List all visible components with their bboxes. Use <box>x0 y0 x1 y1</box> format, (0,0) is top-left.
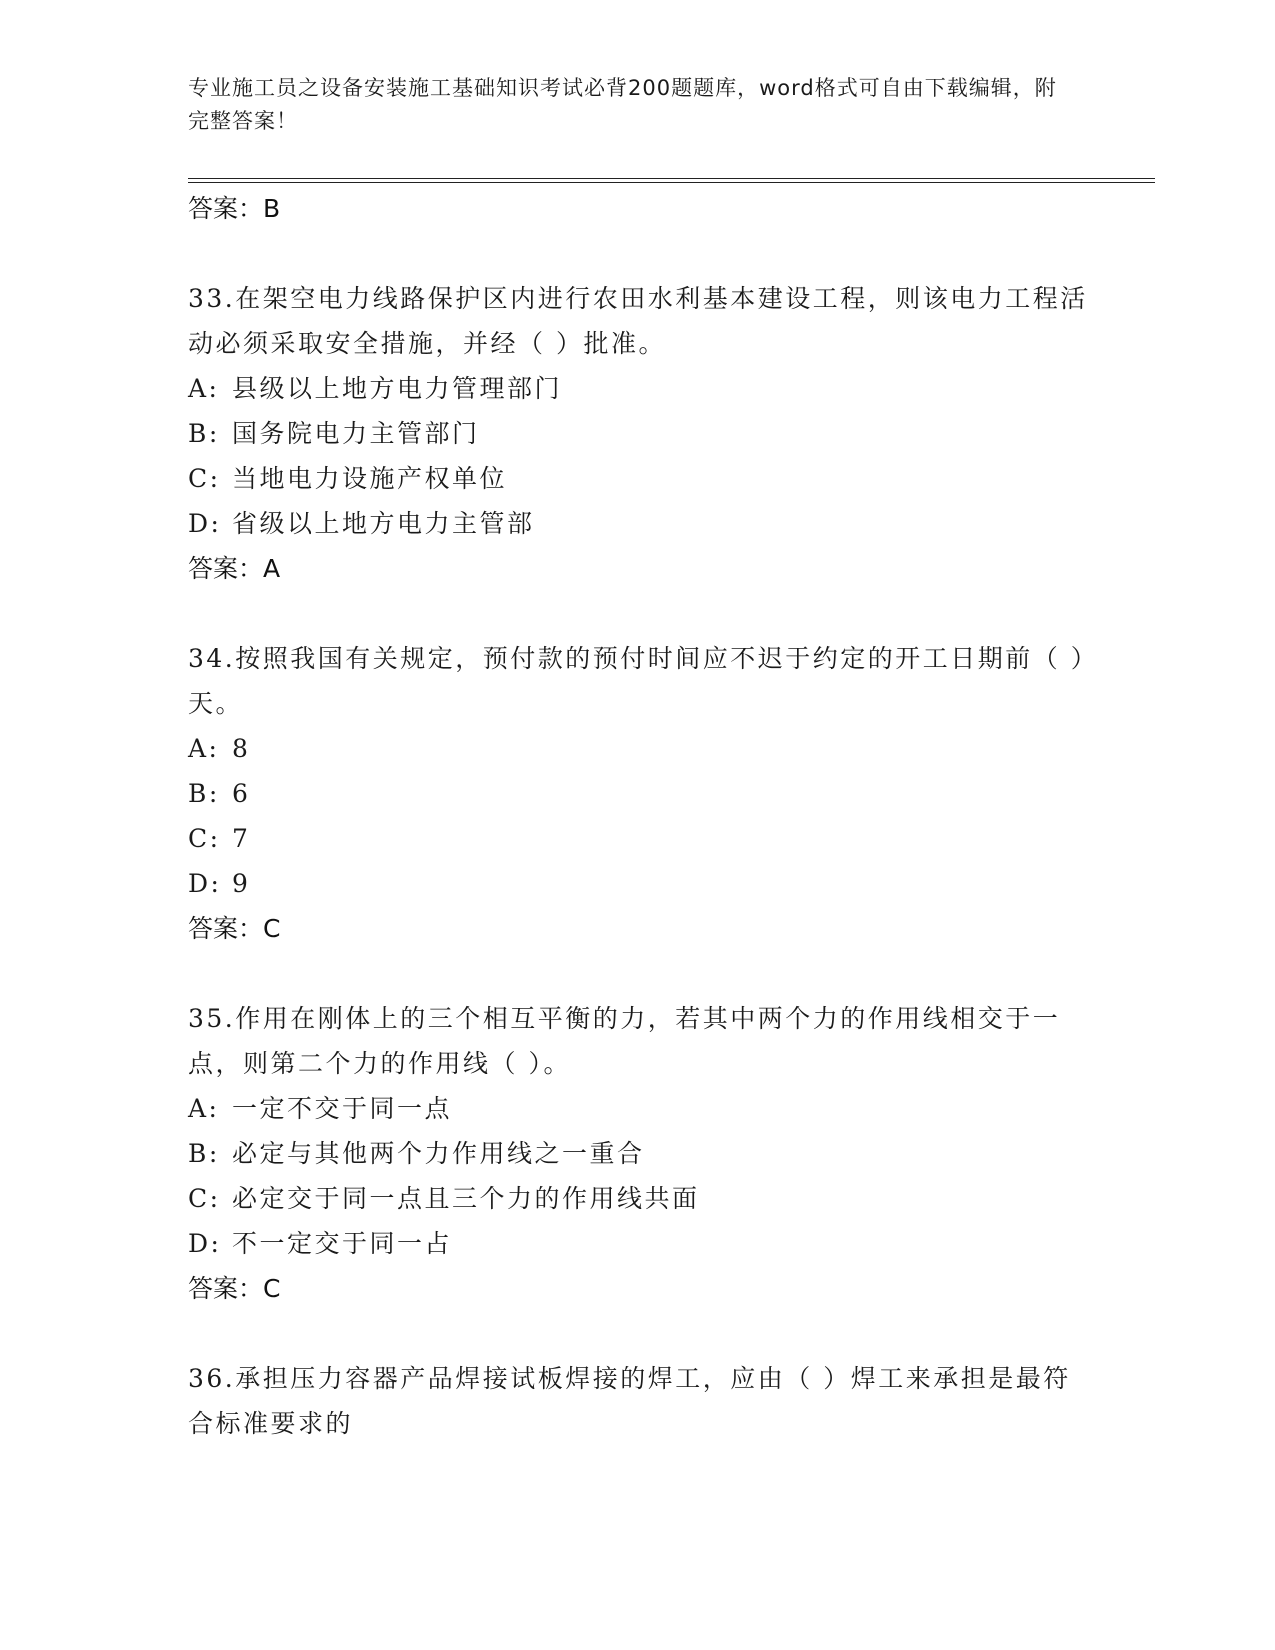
question-33-option-d <box>188 501 1088 546</box>
question-33-option-b <box>188 411 1088 456</box>
question-33-text: 33.在架空电力线路保护区内进行农田水利基本建设工程，则该电力工程活动必须采取安全措施，并经（ ）批准。 <box>188 284 1088 358</box>
question-34-option-a <box>188 726 1088 771</box>
question-35-answer: 答案：C <box>188 1274 281 1303</box>
option-letter: B: <box>188 1139 220 1168</box>
option-letter: C: <box>188 464 221 493</box>
option-text: 当地电力设施产权单位 <box>232 464 508 493</box>
question-34-option-d <box>188 861 1088 906</box>
option-text: 6 <box>232 779 251 808</box>
option-text: 一定不交于同一点 <box>232 1094 453 1123</box>
header-divider <box>188 178 1155 183</box>
option-text: 9 <box>232 869 251 898</box>
option-text: 8 <box>232 734 251 763</box>
question-35-option-c <box>188 1176 1088 1221</box>
question-34-text: 34.按照我国有关规定，预付款的预付时间应不迟于约定的开工日期前（ ）天。 <box>188 644 1086 718</box>
option-letter: D: <box>188 869 222 898</box>
option-text: 必定与其他两个力作用线之一重合 <box>232 1139 645 1168</box>
question-35-option-b <box>188 1131 1088 1176</box>
question-35-option-a <box>188 1086 1088 1131</box>
option-text: 国务院电力主管部门 <box>232 419 480 448</box>
option-text: 县级以上地方电力管理部门 <box>232 374 563 403</box>
question-35-text: 35.作用在刚体上的三个相互平衡的力，若其中两个力的作用线相交于一点，则第二个力的作用线（ ）。 <box>188 1004 1061 1078</box>
question-list <box>188 186 1088 1446</box>
option-letter: A: <box>188 734 220 763</box>
question-33-answer: 答案：A <box>188 554 281 583</box>
option-text: 省级以上地方电力主管部 <box>232 509 535 538</box>
question-34-answer: 答案：C <box>188 914 281 943</box>
previous-answer: 答案：B <box>188 194 281 223</box>
option-letter: D: <box>188 509 222 538</box>
option-letter: B: <box>188 419 220 448</box>
question-34-option-b <box>188 771 1088 816</box>
question-36-text: 36.承担压力容器产品焊接试板焊接的焊工，应由（ ）焊工来承担是最符合标准要求的 <box>188 1364 1071 1438</box>
question-34-option-c <box>188 816 1088 861</box>
question-33-option-c <box>188 456 1088 501</box>
option-letter: A: <box>188 1094 220 1123</box>
option-text: 不一定交于同一占 <box>232 1229 453 1258</box>
question-33-option-a <box>188 366 1088 411</box>
option-letter: A: <box>188 374 220 403</box>
question-35-option-d <box>188 1221 1088 1266</box>
option-text: 7 <box>232 824 251 853</box>
option-text: 必定交于同一点且三个力的作用线共面 <box>232 1184 700 1213</box>
option-letter: D: <box>188 1229 222 1258</box>
option-letter: C: <box>188 824 221 853</box>
option-letter: B: <box>188 779 220 808</box>
header-title: 专业施工员之设备安装施工基础知识考试必背200题题库，word格式可自由下载编辑，附完整答案！ <box>188 76 1057 133</box>
option-letter: C: <box>188 1184 221 1213</box>
page-header <box>188 72 1068 138</box>
